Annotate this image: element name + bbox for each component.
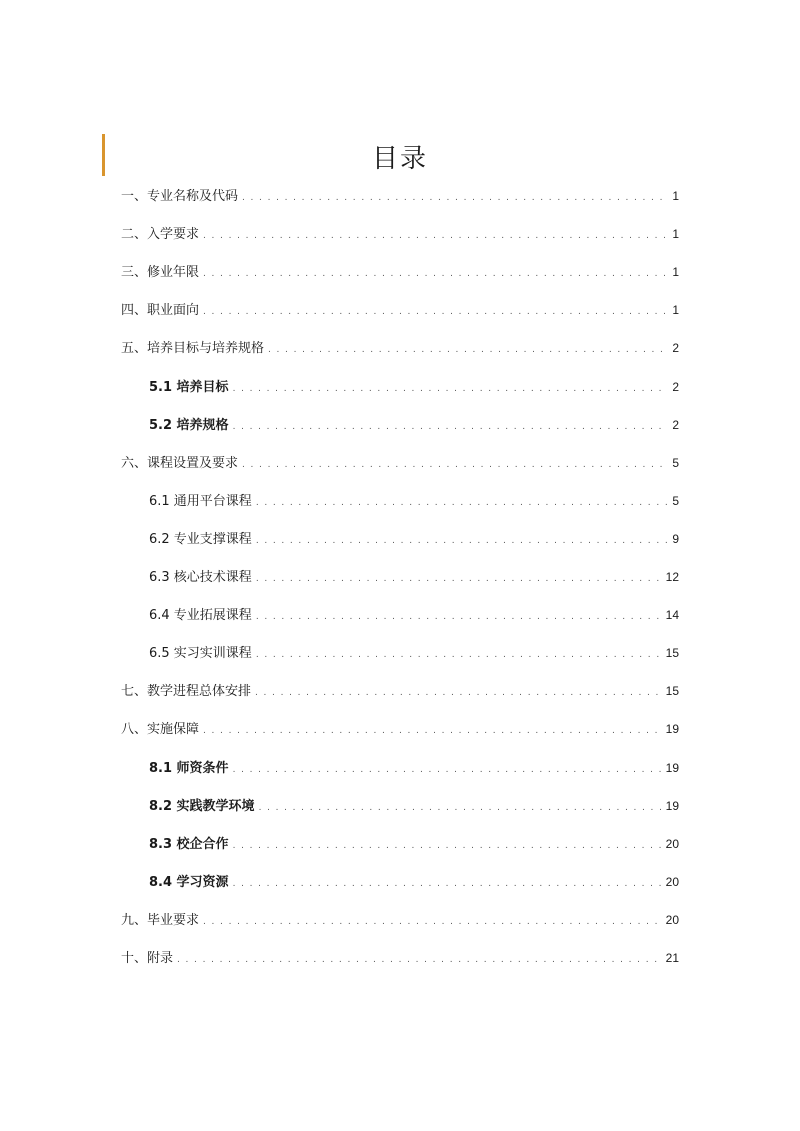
toc-entry-label: 8.4 学习资源 [149,875,229,890]
toc-entry-label: 四、职业面向 [121,303,200,318]
toc-leader-dots [256,531,669,551]
toc-page-number: 12 [665,570,679,584]
toc-leader-dots [242,188,668,208]
toc-entry-label: 6.4 专业拓展课程 [149,608,252,623]
toc-leader-dots [233,417,669,437]
toc-entry[interactable] [149,415,679,435]
toc-entry[interactable] [149,605,679,625]
toc-page-number: 14 [665,608,679,622]
toc-leader-dots [203,264,668,284]
toc-entry-label: 十、附录 [121,951,174,966]
toc-entry-label: 三、修业年限 [121,265,200,280]
toc-leader-dots [203,912,662,932]
toc-entry[interactable] [121,262,679,282]
toc-leader-dots [255,683,662,703]
toc-page-number: 2 [672,380,679,394]
toc-leader-dots [233,874,662,894]
toc-leader-dots [259,798,662,818]
toc-leader-dots [233,836,662,856]
toc-page-number: 9 [672,532,679,546]
toc-leader-dots [203,721,662,741]
page-title: 目录 [371,144,428,174]
toc-entry-label: 八、实施保障 [121,722,200,737]
toc-entry-label: 七、教学进程总体安排 [121,684,252,699]
toc-leader-dots [256,569,662,589]
toc-entry-label: 6.2 专业支撑课程 [149,532,252,547]
toc-entry[interactable] [149,567,679,587]
toc-page-number: 5 [672,494,679,508]
toc-entry[interactable] [121,453,679,473]
toc-entry[interactable] [121,681,679,701]
toc-leader-dots [203,302,668,322]
toc-page-number: 5 [672,456,679,470]
toc-entry[interactable] [121,948,679,968]
toc-entry-label: 六、课程设置及要求 [121,456,239,471]
toc-entry-label: 8.3 校企合作 [149,837,229,852]
toc-entry-label: 6.1 通用平台课程 [149,494,252,509]
toc-entry[interactable] [149,834,679,854]
toc-leader-dots [233,379,669,399]
toc-page-number: 20 [665,875,679,889]
toc-page-number: 1 [672,265,679,279]
toc-entry[interactable] [149,872,679,892]
toc-entry-label: 5.1 培养目标 [149,380,229,395]
toc-page-number: 19 [665,761,679,775]
toc-entry[interactable] [121,186,679,206]
toc-entry[interactable] [121,300,679,320]
toc-entry[interactable] [149,643,679,663]
toc-entry[interactable] [149,758,679,778]
toc-page-number: 2 [672,341,679,355]
toc-entry[interactable] [121,338,679,358]
toc-entry-label: 五、培养目标与培养规格 [121,341,265,356]
toc-entry[interactable] [121,719,679,739]
toc-leader-dots [242,455,668,475]
toc-page-number: 19 [665,722,679,736]
toc-entry[interactable] [149,491,679,511]
toc-entry-label: 5.2 培养规格 [149,418,229,433]
toc-entry-label: 6.3 核心技术课程 [149,570,252,585]
toc-page-number: 20 [665,837,679,851]
toc-leader-dots [233,760,662,780]
toc-entry-label: 九、毕业要求 [121,913,200,928]
toc-entry[interactable] [149,529,679,549]
toc-entry-label: 一、专业名称及代码 [121,189,239,204]
toc-entry-label: 6.5 实习实训课程 [149,646,252,661]
toc-page-number: 20 [665,913,679,927]
toc-entry-label: 二、入学要求 [121,227,200,242]
toc-page-number: 1 [672,227,679,241]
toc-page-number: 15 [665,646,679,660]
toc-entry[interactable] [121,910,679,930]
toc-page-number: 19 [665,799,679,813]
toc-entry[interactable] [149,377,679,397]
toc-entry[interactable] [149,796,679,816]
toc-leader-dots [203,226,668,246]
toc-page-number: 1 [672,189,679,203]
toc-leader-dots [268,340,668,360]
toc-entry-label: 8.1 师资条件 [149,761,229,776]
toc-page-number: 21 [665,951,679,965]
toc-page-number: 2 [672,418,679,432]
toc-leader-dots [177,950,662,970]
toc-page-number: 15 [665,684,679,698]
toc-page-number: 1 [672,303,679,317]
toc-entry-label: 8.2 实践教学环境 [149,799,255,814]
toc-leader-dots [256,493,669,513]
toc-leader-dots [256,607,662,627]
toc-entry[interactable] [121,224,679,244]
toc-leader-dots [256,645,662,665]
